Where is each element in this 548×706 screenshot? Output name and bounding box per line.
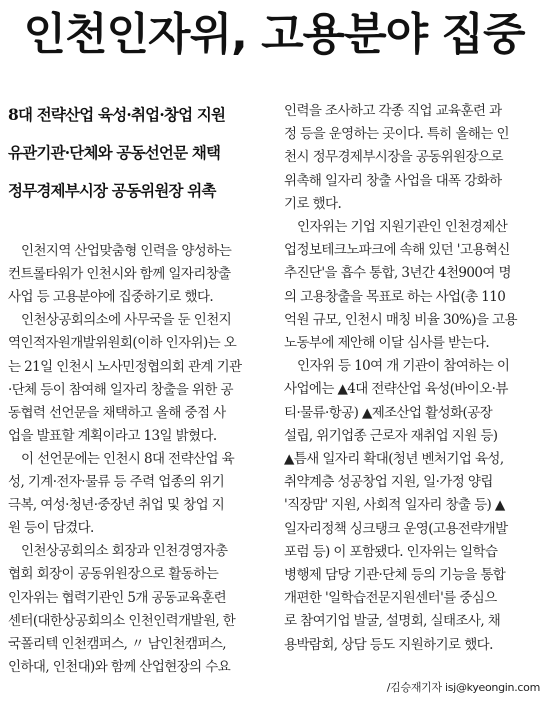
text-line: 추진단'을 흡수 통합, 3년간 4천900여 명 [284,265,511,282]
text-line: 는 21일 인천시 노사민정협의회 관계 기관 [8,358,242,375]
text-line: 위촉해 일자리 창출 사업을 대폭 강화하 [284,172,502,189]
subheadline: 유관기관·단체와 공동선언문 채택 [8,143,221,162]
text-line: 병행제 담당 기관·단체 등의 기능을 통합 [284,567,506,583]
text-line: 일자리정책 싱크탱크 운영(고용전략개발 [284,520,508,537]
text-line: 이 선언문에는 인천시 8대 전략산업 육 [21,450,235,467]
text-line: 인자위 등 10여 개 기관이 참여하는 이 [297,358,510,375]
text-line: 로 참여기업 발굴, 설명회, 실태조사, 채 [284,613,501,630]
byline: /김승재기자 isj@kyeongin.com [386,681,540,694]
text-line: ·단체 등이 참여해 일자리 창출을 위한 공 [8,381,233,398]
text-line: ▲틈새 일자리 확대(청년 벤처기업 육성, [284,451,504,467]
subheadline: 8대 전략산업 육성·취업·창업 지원 [8,105,226,124]
text-line: 기로 했다. [284,195,342,212]
text-line: 동협력 선언문을 채택하고 올해 중점 사 [8,404,226,421]
subheadline-block [8,96,263,210]
text-line: 인천지역 산업맞춤형 인력을 양성하는 [21,243,232,259]
text-line: 극복, 여성·청년·중장년 취업 및 창업 지 [8,497,225,514]
text-line: 개편한 '일학습전문지원센터'를 중심으 [284,590,497,607]
text-line: 취약계층 성공창업 지원, 일·가정 양립 [284,474,493,491]
headline: 인천인자위, 고용분야 집중 [23,9,525,60]
text-line: 인천상공회의소 회장과 인천경영자총 [21,543,228,560]
text-line: 원 등이 담겼다. [8,520,94,537]
text-line: 사업에는 ▲4대 전략산업 육성(바이오·뷰 [284,381,508,398]
text-line: 인자위는 협력기관인 5개 공동교육훈련 [8,589,227,606]
text-line: 설립, 위기업종 근로자 재취업 지원 등) [284,427,498,444]
text-line: 역인적자원개발위원회(이하 인자위)는 오 [8,335,237,352]
text-line: 성, 기계·전자·물류 등 주력 업종의 위기 [8,474,225,490]
text-line: 업정보테크노파크에 속해 있던 '고용혁신 [284,242,510,259]
text-line: 업을 발표할 계획이라고 13일 밝혔다. [8,427,217,444]
text-line: 억원 규모, 인천시 매칭 비율 30%)을 고용 [284,311,517,328]
text-line: 협회 회장이 공동위원장으로 활동하는 [8,566,219,583]
text-line: 용박람회, 상담 등도 지원하기로 했다. [284,636,493,653]
text-line: 천시 정무경제부시장을 공동위원장으로 [284,149,503,166]
text-line: 티·물류·항공) ▲제조산업 활성화(공장 [284,404,493,421]
text-line: 사업 등 고용분야에 집중하기로 했다. [8,289,214,306]
text-line: 국폴리텍 인천캠퍼스, 〃 남인천캠퍼스, [8,635,226,652]
text-line: 포럼 등) 이 포함됐다. 인자위는 일학습 [284,543,498,560]
text-line: 인천상공회의소에 사무국을 둔 인천지 [21,312,232,329]
text-line: '직장맘' 지원, 사회적 일자리 창출 등) ▲ [284,497,505,514]
text-line: 인하대, 인천대)와 함께 산업현장의 수요 [8,658,231,675]
text-line: 센터(대한상공회의소 인천인력개발원, 한 [8,612,236,629]
text-line: 노동부에 제안해 이달 심사를 받는다. [284,335,490,351]
text-line: 정 등을 운영하는 곳이다. 특히 올해는 인 [284,126,509,143]
text-line: 컨트롤타워가 인천시와 함께 일자리창출 [8,266,231,283]
text-line: 의 고용창출을 목표로 하는 사업(총 110 [284,288,506,305]
subheadline: 정무경제부시장 공동위원장 위촉 [8,181,216,200]
text-line: 인력을 조사하고 각종 직업 교육훈련 과 [284,103,502,119]
text-line: 인자위는 기업 지원기관인 인천경제산 [297,219,508,235]
